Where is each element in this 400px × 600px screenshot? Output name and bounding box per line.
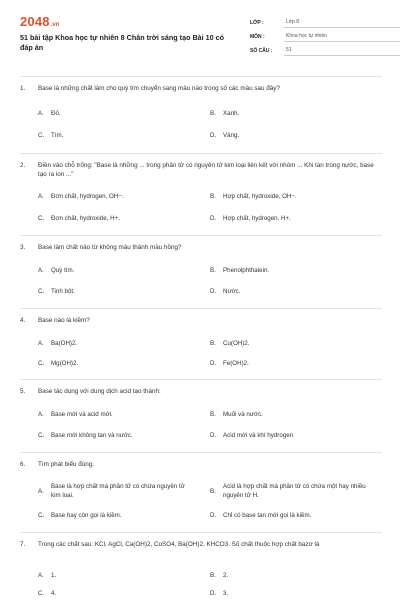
answer-option[interactable] [210,353,382,373]
option-text: Xanh. [223,109,240,117]
option-text: Base mới không tan và nước. [51,432,133,439]
option-text: Base mới và acid mới. [51,411,113,418]
meta-row-subject [250,28,400,42]
question-item [20,379,382,452]
answer-option[interactable] [210,125,382,145]
option-letter: C. [38,214,45,222]
option-letter: C. [38,288,45,295]
option-letter: A. [38,109,44,117]
option-text: 4. [51,589,57,597]
page-title: 51 bài tập Khoa học tự nhiên 8 Chân trời sáng tạo Bài 10 có đáp án [20,33,225,52]
answer-option[interactable] [210,505,382,526]
answer-option[interactable] [38,477,210,505]
options-grid [20,333,382,373]
option-letter: B. [210,487,216,495]
answer-option[interactable] [210,585,382,600]
option-letter: B. [210,109,216,117]
question-number: 3. [20,244,26,251]
option-letter: A. [38,571,44,579]
answer-option[interactable] [210,281,382,302]
option-letter: B. [210,571,216,579]
answer-option[interactable] [38,565,210,585]
answer-option[interactable] [38,585,210,600]
question-text: Tìm phát biểu đúng. [38,461,95,468]
answer-option[interactable] [210,207,382,229]
option-text: 3. [223,589,229,597]
question-item [20,76,382,153]
answer-option[interactable] [210,477,382,505]
option-text: Tím. [51,131,64,139]
option-letter: A. [38,487,44,495]
answer-option[interactable] [38,207,210,229]
option-letter: A. [38,411,44,418]
meta-label: MÔN : [250,34,265,40]
option-text: 1. [51,571,57,579]
question-item [20,452,382,532]
answer-option[interactable] [38,404,210,425]
site-logo[interactable] [20,14,59,28]
answer-option[interactable] [38,333,210,353]
answer-option[interactable] [38,425,210,446]
option-letter: C. [38,131,45,139]
answer-option[interactable] [210,404,382,425]
logo-text: 2048 [20,14,50,29]
question-number: 4. [20,317,26,324]
option-text: Hợp chất, hydroxide, OH−. [223,193,297,200]
question-item [20,153,382,235]
option-text: Quỳ tím. [51,267,75,274]
answer-option[interactable] [210,565,382,585]
option-letter: D. [210,512,217,519]
option-text: Tinh bột. [51,288,75,295]
options-grid [20,260,382,302]
option-letter: D. [210,359,217,367]
option-letter: B. [210,193,216,200]
options-grid [20,186,382,229]
answer-option[interactable] [38,125,210,145]
option-text: Đơn chất, hydrogen, OH−. [51,193,124,200]
answer-option[interactable] [38,353,210,373]
option-letter: B. [210,339,216,347]
option-text: Chỉ có base tan mới gọi là kiềm. [223,512,312,519]
option-letter: C. [38,589,45,597]
meta-label: SỐ CÂU : [250,48,273,54]
option-text: Cu(OH)2. [223,339,250,347]
option-letter: C. [38,512,45,519]
option-letter: C. [38,432,45,439]
answer-option[interactable] [210,333,382,353]
logo-domain: .vn [50,22,60,28]
document-meta [250,14,400,56]
options-grid [20,477,382,526]
option-letter: D. [210,589,217,597]
option-text: Đơn chất, hydroxide, H+. [51,214,120,222]
answer-option[interactable] [38,505,210,526]
option-letter: B. [210,411,216,418]
answer-option[interactable] [38,281,210,302]
meta-value: 51 [284,47,400,56]
answer-option[interactable] [210,425,382,446]
page-header [20,14,380,76]
option-letter: B. [210,267,216,274]
options-grid [20,101,382,145]
option-letter: A. [38,267,44,274]
question-number: 7. [20,541,26,548]
option-text: Mg(OH)2. [51,359,79,367]
meta-row-count [250,42,400,56]
option-text: Base hay còn gọi là kiềm. [51,512,122,519]
option-letter: A. [38,193,44,200]
question-item [20,532,382,600]
option-text: Vàng. [223,131,240,139]
answer-option[interactable] [38,101,210,125]
option-letter: C. [38,359,45,367]
question-number: 2. [20,162,26,169]
question-list [20,76,382,600]
meta-value: Khoa học tự nhiên [284,33,400,42]
answer-option[interactable] [210,186,382,207]
question-text: Base là những chất làm cho quỳ tím chuyển sang màu nào trong số các màu sau đây? [38,85,280,92]
meta-label: LỚP : [250,20,264,26]
option-text: Nước. [223,288,241,295]
option-text: Muối và nước. [223,411,263,418]
option-letter: D. [210,214,217,222]
option-text: Đỏ. [51,109,61,117]
option-text: Ba(OH)2. [51,339,78,347]
answer-option[interactable] [38,260,210,281]
answer-option[interactable] [38,186,210,207]
answer-option[interactable] [210,260,382,281]
option-letter: D. [210,432,217,439]
option-letter: D. [210,288,217,295]
question-text: Base tác dụng với dung dịch acid tạo thành: [38,388,161,395]
question-text: Trong các chất sau: KCl, AgCl, Ca(OH)2, CuSO4, Ba(OH)2, KHCO3. Số chất thuộc hợp chất bazơ là [38,541,320,548]
options-grid [20,565,382,600]
question-number: 5. [20,388,26,395]
option-text: Phenolphthalein. [223,267,270,274]
option-letter: A. [38,339,44,347]
question-text: Base làm chất nào từ không màu thành màu hồng? [38,244,182,251]
question-text: Base nào là kiềm? [38,317,90,324]
option-text: Acid là hợp chất mà phân tử có chứa một hay nhiều nguyên tử H. [223,483,366,499]
option-text: Fe(OH)2. [223,359,249,367]
option-text: Base là hợp chất mà phân tử có chứa nguyên tử kim loại. [51,483,185,499]
question-item [20,308,382,379]
question-item [20,235,382,308]
options-grid [20,404,382,446]
meta-value: Lớp 8 [284,19,400,28]
question-text: Điền vào chỗ trống: "Base là những ... trong phân tử có nguyên tử kim loại liên kết với nhóm ... Khi tan trong nước, base tạo ra ion ..." [38,162,374,178]
option-text: 2. [223,571,229,579]
option-text: Acid mới và khí hydrogen [223,432,294,439]
question-number: 1. [20,85,26,92]
question-number: 6. [20,461,26,468]
option-letter: D. [210,131,217,139]
meta-row-class [250,14,400,28]
option-text: Hợp chất, hydrogen, H+. [223,214,291,222]
answer-option[interactable] [210,101,382,125]
